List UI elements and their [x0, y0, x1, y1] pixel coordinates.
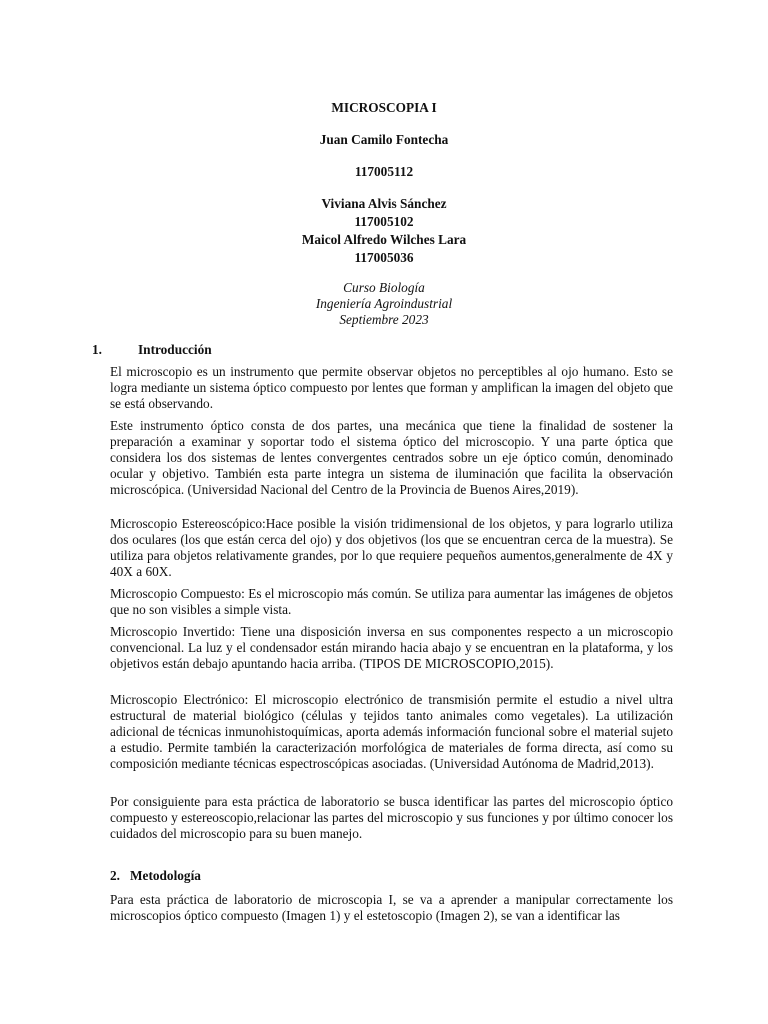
paragraph: Microscopio Electrónico: El microscopio electrónico de transmisión permite el estudio a nivel ultra estructural de material biológico (células y tejidos tanto animales como vegetales). La utilización adicional de técnicas inmunohistoquímicas, aporta además información funcional sobre el material sujeto a estudio. Permite también la caracterización morfológica de materiales de forma directa, así como su composición mediante técnicas espectroscópicas asociadas. (Universidad Autónoma de Madrid,2013). — [110, 692, 673, 771]
author-id-3: 117005036 — [354, 250, 414, 265]
paragraph: Este instrumento óptico consta de dos partes, una mecánica que tiene la finalidad de sostener la preparación a examinar y soportar todo el sistema óptico del microscopio. Y una parte óptica que considera los dos sistemas de lentes convergentes centrados sobre un eje óptico común, denominado ocular y objetivo. También esta parte integra un sistema de iluminación que facilita la observación microscópica. (Universidad Nacional del Centro de la Provincia de Buenos Aires,2019). — [110, 418, 673, 497]
author-id-2: 117005102 — [354, 214, 414, 229]
section-number: 2. — [110, 868, 120, 883]
paragraph: Por consiguiente para esta práctica de laboratorio se busca identificar las partes del microscopio óptico compuesto y estereoscopio,relacionar las partes del microscopio y sus funciones y por último conocer los cuidados del microscopio para su buen manejo. — [110, 794, 673, 841]
author-name-1: Juan Camilo Fontecha — [319, 132, 449, 147]
document-date: Septiembre 2023 — [339, 312, 429, 327]
section-title: Introducción — [138, 342, 212, 357]
section-heading-introduccion — [92, 342, 212, 358]
author-name-3: Maicol Alfredo Wilches Lara — [301, 232, 467, 247]
author-name-2: Viviana Alvis Sánchez — [321, 196, 447, 211]
section-number: 1. — [92, 342, 102, 357]
section-title: Metodología — [130, 868, 201, 883]
program-name: Ingeniería Agroindustrial — [315, 296, 453, 311]
section-heading-metodologia — [110, 868, 201, 884]
paragraph: Microscopio Invertido: Tiene una disposición inversa en sus componentes respecto a un microscopio convencional. La luz y el condensador están mirando hacia abajo y se encuentran en la plataforma, y los objetivos están debajo apuntando hacia arriba. (TIPOS DE MICROSCOPIO,2015). — [110, 624, 673, 671]
paragraph: Microscopio Estereoscópico:Hace posible la visión tridimensional de los objetos, y para lograrlo utiliza dos oculares (los que están cerca del ojo) y dos objetivos (los que se encuentran cerca de la muestra). Se utiliza para objetos relativamente grandes, por lo que requiere pequeños aumentos,generalmente de 4X y 40X a 60X. — [110, 516, 673, 579]
author-id-1: 117005112 — [354, 164, 414, 179]
course-name: Curso Biología — [343, 280, 425, 295]
document-title: MICROSCOPIA I — [331, 100, 437, 115]
paragraph: El microscopio es un instrumento que permite observar objetos no perceptibles al ojo humano. Esto se logra mediante un sistema óptico compuesto por lentes que forman y amplifican la imagen del objeto que se está observando. — [110, 364, 673, 411]
paragraph: Para esta práctica de laboratorio de microscopia I, se va a aprender a manipular correctamente los microscopios óptico compuesto (Imagen 1) y el estetoscopio (Imagen 2), se van a identificar las — [110, 892, 673, 923]
paragraph: Microscopio Compuesto: Es el microscopio más común. Se utiliza para aumentar las imágenes de objetos que no son visibles a simple vista. — [110, 586, 673, 617]
